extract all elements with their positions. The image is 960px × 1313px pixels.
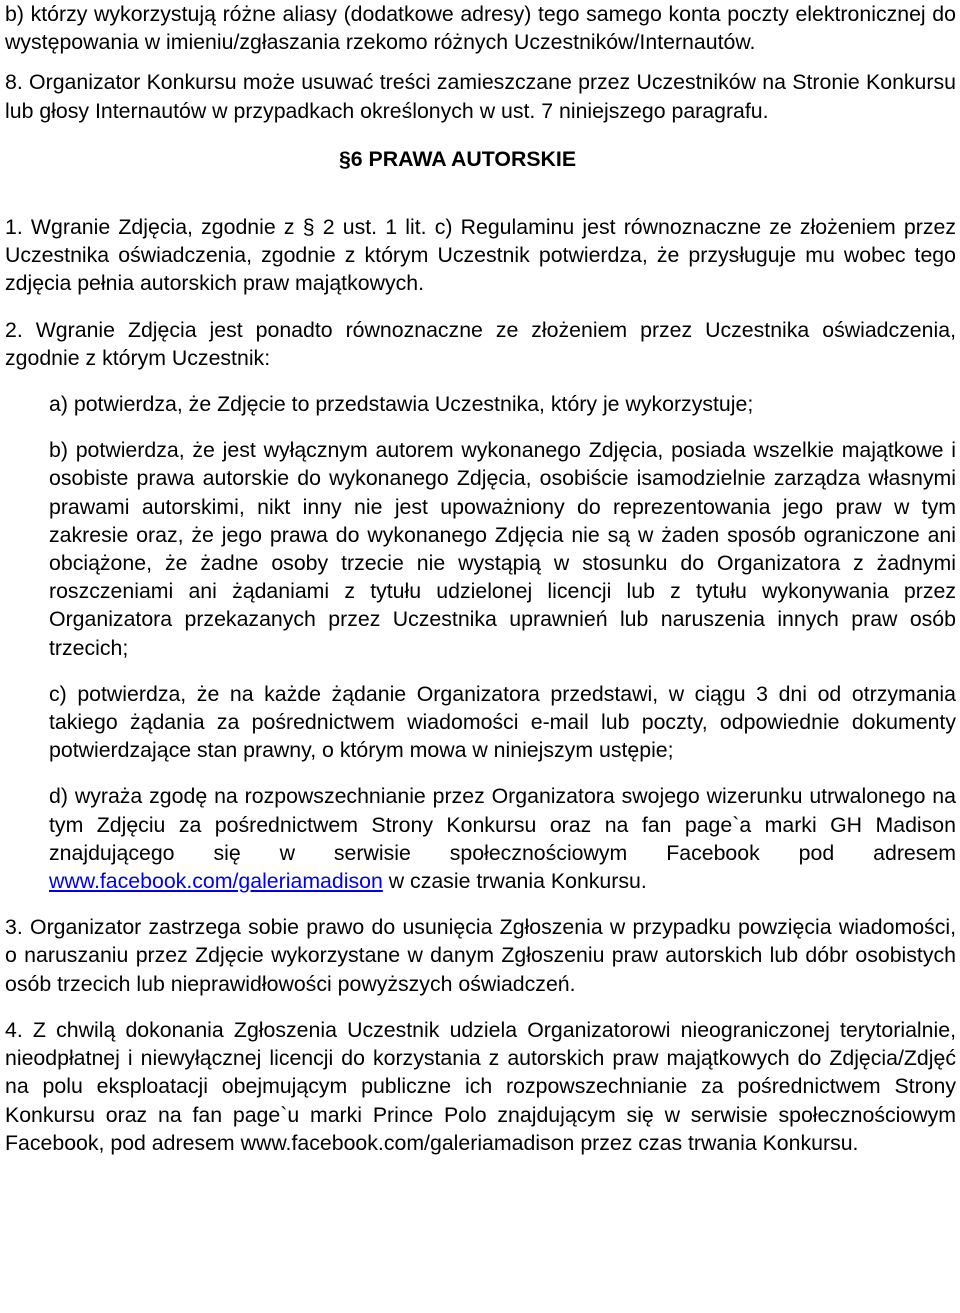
paragraph-2b: b) potwierdza, że jest wyłącznym autorem wykonanego Zdjęcia, posiada wszelkie majątkowe i osobiste prawa autorskie do wykonanego Zdjęcia, osobiście isamodzielnie zarządza własnymi prawami autorskimi, nikt inny nie jest upoważniony do reprezentowania jego praw w tym zakresie oraz, że jego prawa do wykonanego Zdjęcia nie są w żaden sposób ograniczone ani obciążone, że żadne osoby trzecie nie wystąpią w stosunku do Organizatora z żadnymi roszczeniami ani żądaniami z tytułu udzielonej licencji lub z tytułu wykonywania przez Organizatora przekazanych przez Uczestnika uprawnień lub naruszenia innych praw osób trzecich; [49, 438, 956, 660]
paragraph-2d [5, 782, 956, 895]
paragraph-2d-tail: w czasie trwania Konkursu. [382, 869, 647, 894]
section-heading: §6 PRAWA AUTORSKIE [338, 146, 577, 171]
paragraph-2d-text: d) wyraża zgodę na rozpowszechnianie przez Organizatora swojego wizerunku utrwalonego na tym Zdjęciu za pośrednictwem Strony Konkursu oraz na fan page`a marki GH Madison znajdującego się w serwisie społecznościowym Facebook pod adresem [49, 784, 956, 865]
paragraph-2a: a) potwierdza, że Zdjęcie to przedstawia Uczestnika, który je wykorzystuje; [49, 392, 754, 417]
paragraph-1: 1. Wgranie Zdjęcia, zgodnie z § 2 ust. 1 lit. c) Regulaminu jest równoznaczne ze złożeniem przez Uczestnika oświadczenia, zgodnie z którym Uczestnik potwierdza, że przysługuje mu wobec tego zdjęcia pełnia autorskich praw majątkowych. [5, 215, 956, 296]
paragraph-4: 4. Z chwilą dokonania Zgłoszenia Uczestnik udziela Organizatorowi nieograniczonej terytorialnie, nieodpłatnej i niewyłącznej licencji do korzystania z autorskich praw majątkowych do Zdjęcia/Zdjęć na polu eksploatacji obejmującym publiczne ich rozpowszechnianie za pośrednictwem Strony Konkursu oraz na fan page`u marki Prince Polo znajdującym się w serwisie społecznościowym Facebook, pod adresem www.facebook.com/galeriamadison przez czas trwania Konkursu. [5, 1017, 956, 1155]
paragraph-8: 8. Organizator Konkursu może usuwać treści zamieszczane przez Uczestników na Stronie Konkursu lub głosy Internautów w przypadkach określonych w ust. 7 niniejszego paragrafu. [5, 70, 956, 123]
facebook-link[interactable]: www.facebook.com/galeriamadison [49, 869, 383, 894]
paragraph-b-aliases: b) którzy wykorzystują różne aliasy (dodatkowe adresy) tego samego konta poczty elektronicznej do występowania w imieniu/zgłaszania rzekomo różnych Uczestników/Internautów. [5, 2, 956, 55]
paragraph-2: 2. Wgranie Zdjęcia jest ponadto równoznaczne ze złożeniem przez Uczestnika oświadczenia, zgodnie z którym Uczestnik: [5, 317, 956, 370]
paragraph-2c: c) potwierdza, że na każde żądanie Organizatora przedstawi, w ciągu 3 dni od otrzymania takiego żądania za pośrednictwem wiadomości e-mail lub poczty, odpowiednie dokumenty potwierdzające stan prawny, o którym mowa w niniejszym ustępie; [49, 681, 956, 763]
paragraph-3: 3. Organizator zastrzega sobie prawo do usunięcia Zgłoszenia w przypadku powzięcia wiadomości, o naruszaniu przez Zdjęcie wykorzystane w danym Zgłoszeniu praw autorskich lub dóbr osobistych osób trzecich lub nieprawidłowości powyższych oświadczeń. [5, 915, 956, 996]
